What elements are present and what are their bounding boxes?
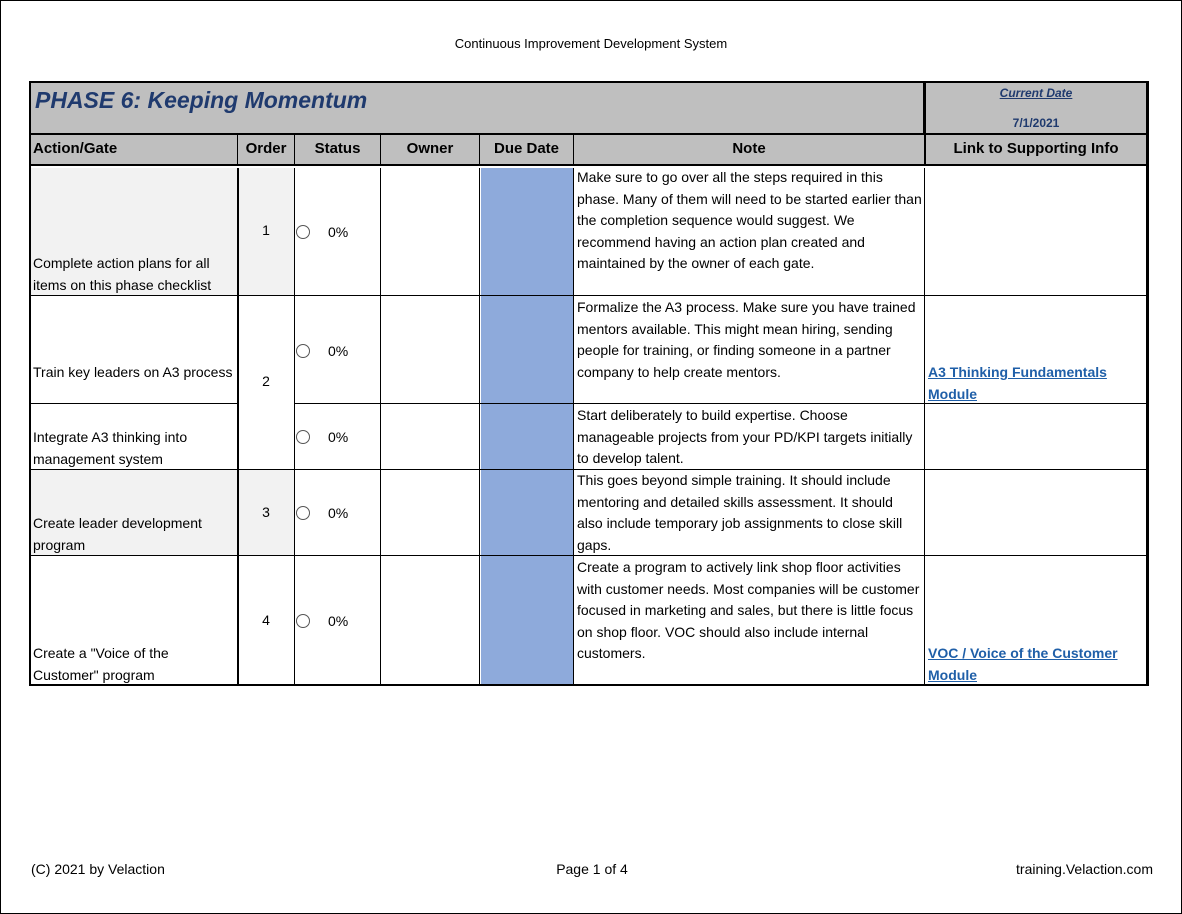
owner-1[interactable] xyxy=(381,169,479,295)
action-gate-1: Complete action plans for all items on this phase checklist xyxy=(33,255,212,293)
status-2 xyxy=(296,342,380,360)
current-date-label: Current Date xyxy=(999,86,1073,100)
link-cell-1 xyxy=(925,169,1145,295)
status-radio-2[interactable] xyxy=(296,344,310,358)
link-cell-3 xyxy=(925,405,1145,469)
owner-4[interactable] xyxy=(381,471,479,555)
footer-page-number: Page 1 of 4 xyxy=(556,861,628,877)
status-percent-2: 0% xyxy=(328,343,349,359)
due-date-5[interactable] xyxy=(481,557,573,683)
a3-thinking-module-link[interactable]: A3 Thinking Fundamentals Module xyxy=(928,364,1107,402)
order-4: 4 xyxy=(262,612,270,628)
col-header-order: Order xyxy=(238,135,295,166)
grid-vline xyxy=(479,168,480,684)
col-header-due-date: Due Date xyxy=(480,135,574,166)
status-1 xyxy=(296,223,380,241)
phase-title: PHASE 6: Keeping Momentum xyxy=(35,87,368,113)
status-4 xyxy=(296,504,380,522)
order-2: 2 xyxy=(262,373,270,389)
due-date-4[interactable] xyxy=(481,471,573,555)
action-gate-3: Integrate A3 thinking into management system xyxy=(33,429,188,467)
status-radio-4[interactable] xyxy=(296,506,310,520)
status-percent-5: 0% xyxy=(328,613,349,629)
current-date-value: 7/1/2021 xyxy=(1012,116,1060,130)
grid-vline xyxy=(294,168,295,684)
current-date-box xyxy=(924,83,1146,135)
col-header-note: Note xyxy=(574,135,925,166)
col-header-action: Action/Gate xyxy=(31,135,238,166)
owner-3[interactable] xyxy=(381,405,479,469)
title-band xyxy=(31,83,924,135)
owner-5[interactable] xyxy=(381,557,479,683)
col-header-link: Link to Supporting Info xyxy=(925,135,1146,166)
checklist-sheet xyxy=(29,81,1149,686)
due-date-1[interactable] xyxy=(481,169,573,295)
status-percent-3: 0% xyxy=(328,429,349,445)
action-gate-5: Create a "Voice of the Customer" program xyxy=(33,645,169,683)
note-1: Make sure to go over all the steps required in this phase. Many of them will need to be started earlier than the completion sequence would suggest. We recommend having an action plan created and maintained by the owner of each gate. xyxy=(577,169,922,271)
status-5 xyxy=(296,612,380,630)
action-gate-2: Train key leaders on A3 process xyxy=(33,364,233,380)
order-3: 3 xyxy=(262,504,270,520)
note-5: Create a program to actively link shop floor activities with customer needs. Most companies will be customer focused in marketing and sales, but there is little focus on shop floor. VOC should also include internal customers. xyxy=(577,559,920,661)
status-radio-1[interactable] xyxy=(296,225,310,239)
order-1: 1 xyxy=(262,222,270,238)
status-percent-1: 0% xyxy=(328,224,349,240)
link-cell-4 xyxy=(925,471,1145,555)
grid-vline xyxy=(237,168,239,684)
owner-2[interactable] xyxy=(381,297,479,403)
status-3 xyxy=(296,428,380,446)
note-2: Formalize the A3 process. Make sure you have trained mentors available. This might mean hiring, sending people for training, or finding someone in a partner company to help create mentors. xyxy=(577,299,916,380)
col-header-status: Status xyxy=(295,135,381,166)
status-radio-3[interactable] xyxy=(296,430,310,444)
note-3: Start deliberately to build expertise. Choose manageable projects from your PD/KPI targets initially to develop talent. xyxy=(577,407,913,466)
footer-site: training.Velaction.com xyxy=(1016,861,1153,877)
action-gate-4: Create leader development program xyxy=(33,515,202,553)
footer-copyright: (C) 2021 by Velaction xyxy=(31,861,165,877)
due-date-2[interactable] xyxy=(481,297,573,403)
due-date-3[interactable] xyxy=(481,405,573,469)
status-percent-4: 0% xyxy=(328,505,349,521)
note-4: This goes beyond simple training. It should include mentoring and detailed skills assessment. It should also include temporary job assignments to close skill gaps. xyxy=(577,472,903,553)
status-radio-5[interactable] xyxy=(296,614,310,628)
grid-hline xyxy=(31,403,238,404)
document-header: Continuous Improvement Development System xyxy=(454,36,728,51)
voc-module-link[interactable]: VOC / Voice of the Customer Module xyxy=(928,645,1118,683)
col-header-owner: Owner xyxy=(381,135,480,166)
